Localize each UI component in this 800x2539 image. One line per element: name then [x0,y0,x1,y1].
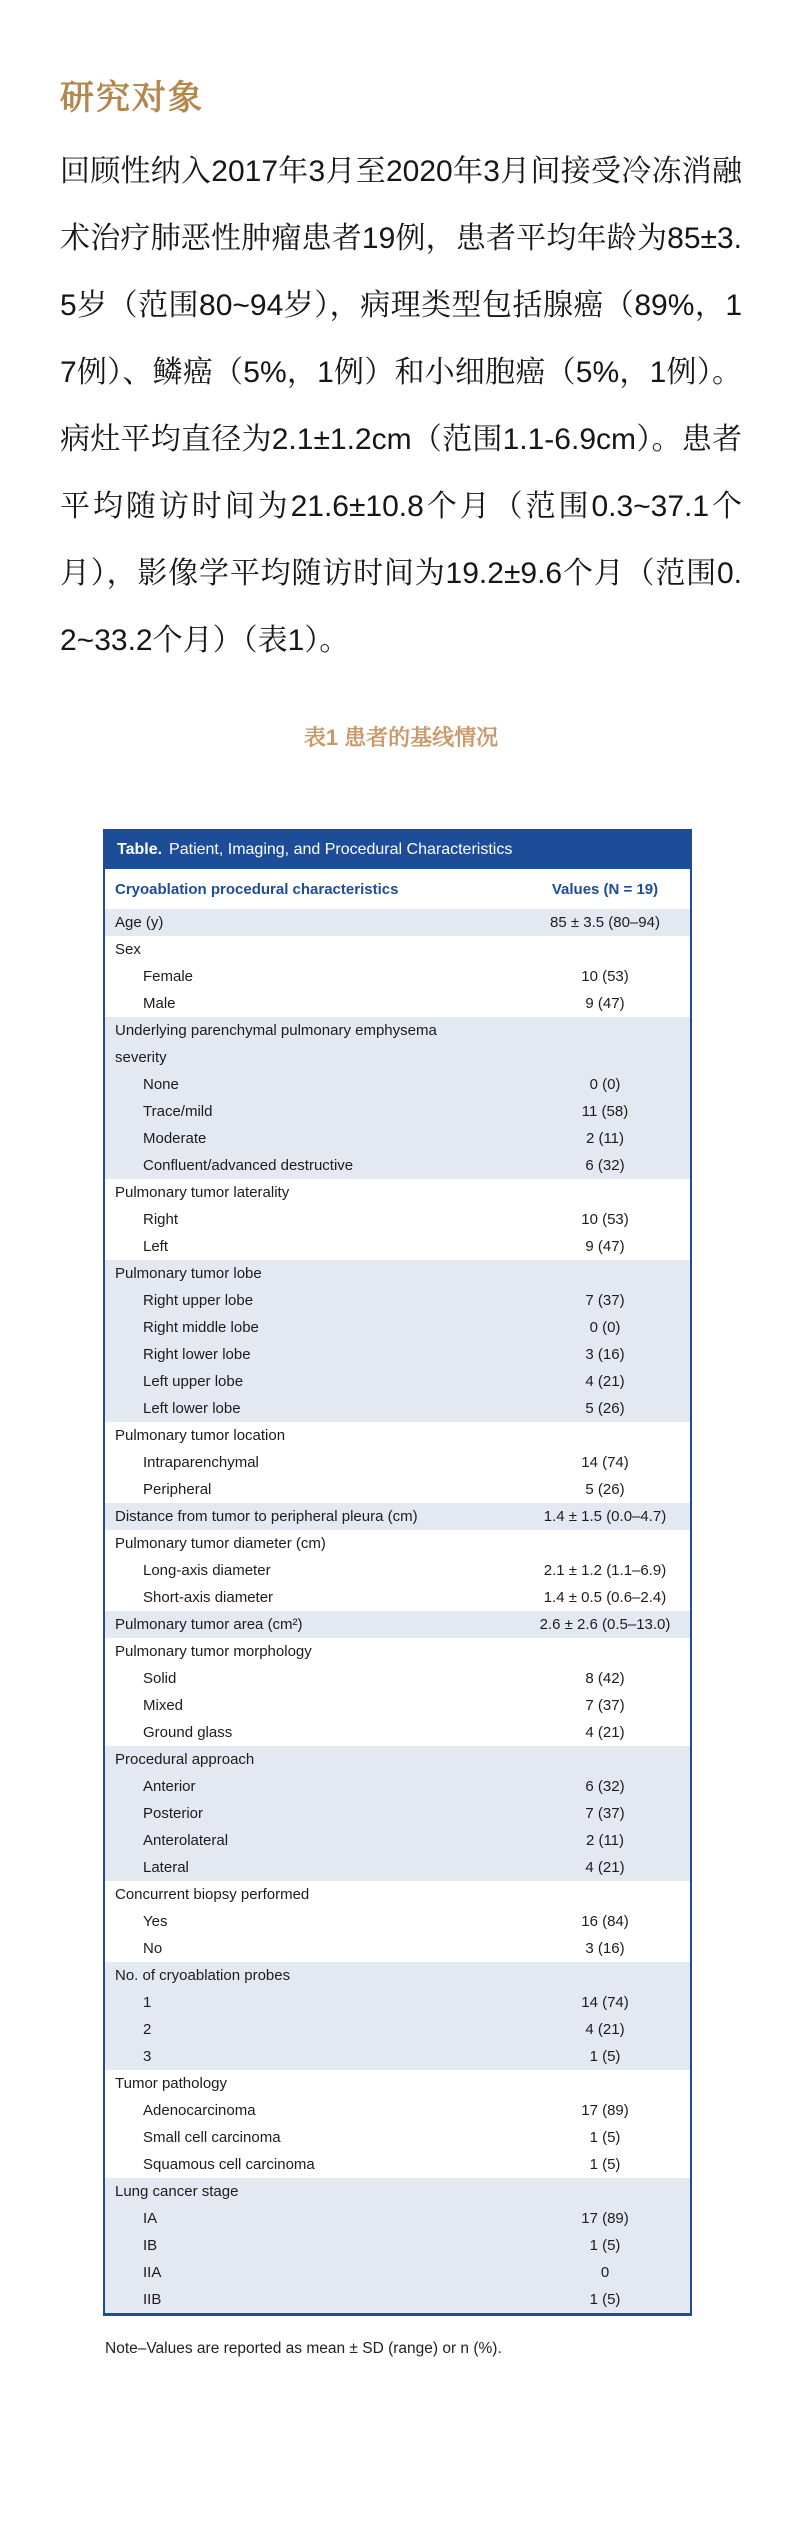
table-row [105,2097,690,2124]
table-row [105,1962,690,1989]
row-value: 6 (32) [585,1157,625,1174]
row-label: Confluent/advanced destructive [143,1157,354,1174]
row-label: Long-axis diameter [143,1562,271,1579]
table-row [105,2124,690,2151]
row-value: 0 (0) [589,1076,621,1093]
table-row-group [105,1638,690,1746]
row-label: Mixed [143,1697,184,1714]
row-value: 1.4 ± 0.5 (0.6–2.4) [543,1589,667,1606]
row-label: IIB [143,2291,162,2308]
row-value: 1.4 ± 1.5 (0.0–4.7) [543,1508,667,1525]
row-label: Anterior [143,1778,196,1795]
row-value: 0 (0) [589,1319,621,1336]
row-value: 4 (21) [585,1724,625,1741]
row-value: 11 (58) [581,1103,629,1120]
table-row [105,936,690,963]
table-row-group [105,1422,690,1503]
row-label: Concurrent biopsy performed [115,1886,310,1903]
table-row [105,1530,690,1557]
row-label: Procedural approach [115,1751,255,1768]
row-label: Female [143,968,194,985]
row-label: Age (y) [115,914,164,931]
table-row-group [105,936,690,1017]
row-label: Right [143,1211,179,1228]
table-row [105,1557,690,1584]
row-value: 5 (26) [585,1400,625,1417]
row-value: 2.6 ± 2.6 (0.5–13.0) [539,1616,671,1633]
row-value: 2.1 ± 1.2 (1.1–6.9) [543,1562,667,1579]
row-value: 0 [600,2264,610,2281]
row-label: 1 [143,1994,152,2011]
table-row [105,2205,690,2232]
table-row [105,1584,690,1611]
row-label: Right upper lobe [143,1292,254,1309]
table-row [105,2178,690,2205]
row-value: 10 (53) [581,968,629,985]
table-row [105,1098,690,1125]
table-row [105,2070,690,2097]
table-row [105,1395,690,1422]
table-title-text: Patient, Imaging, and Procedural Characteristics [169,841,513,858]
row-value: 85 ± 3.5 (80–94) [550,914,660,931]
table-row [105,1476,690,1503]
row-label: No [143,1940,163,1957]
row-value: 3 (16) [585,1346,625,1363]
table-row-group [105,909,690,936]
table-row [105,1665,690,1692]
row-label: Pulmonary tumor laterality [115,1184,290,1201]
row-label: Trace/mild [143,1103,213,1120]
table-row-group [105,2070,690,2178]
row-label: Moderate [143,1130,207,1147]
row-value: 4 (21) [585,2021,625,2038]
row-label: Lateral [143,1859,189,1876]
row-value: 2 (11) [585,1832,625,1849]
row-label: Pulmonary tumor morphology [115,1643,312,1660]
table-row [105,1692,690,1719]
row-value: 17 (89) [581,2210,629,2227]
row-label: Intraparenchymal [143,1454,259,1471]
row-value: 14 (74) [581,1994,629,2011]
row-label: Right middle lobe [143,1319,259,1336]
table-row [105,1773,690,1800]
table-row [105,2286,690,2313]
table-row-group [105,1530,690,1611]
table-row-group [105,1260,690,1422]
row-value: 16 (84) [581,1913,629,1930]
row-label: Sex [115,941,141,958]
row-label: Peripheral [143,1481,212,1498]
table-row [105,1935,690,1962]
table-row [105,1881,690,1908]
section-heading: 研究对象 [60,78,204,118]
row-value: 7 (37) [585,1697,625,1714]
column-header-characteristics: Cryoablation procedural characteristics [115,880,399,898]
row-label: Short-axis diameter [143,1589,274,1606]
table-row [105,1179,690,1206]
table-row [105,1125,690,1152]
table-row [105,1611,690,1638]
body-paragraph: 回顾性纳入2017年3月至2020年3月间接受冷冻消融术治疗肺恶性肿瘤患者19例，患者平均年龄为85±3.5岁（范围80~94岁），病理类型包括腺癌（89%，17例）、鳞癌（5%，1例）和小细胞癌（5%，1例）。病灶平均直径为2.1±1.2cm（范围1.1-6.9cm）。患者平均随访时间为21.6±10.8个月（范围0.3~37.1个月），影像学平均随访时间为19.2±9.6个月（范围0.2~33.2个月）（表1）。 [60,155,742,657]
table-row [105,1233,690,1260]
table-title-bar [105,831,690,869]
row-label: Solid [143,1670,177,1687]
table-row [105,963,690,990]
table-row-group [105,1881,690,1962]
row-value: 4 (21) [585,1373,625,1390]
row-value: 7 (37) [585,1805,625,1822]
row-value: 4 (21) [585,1859,625,1876]
table-row-group [105,1017,690,1179]
row-value: 1 (5) [589,2156,621,2173]
table-row-group [105,1962,690,2070]
table-row [105,1314,690,1341]
row-label: Pulmonary tumor location [115,1427,286,1444]
row-label: Squamous cell carcinoma [143,2156,315,2173]
row-value: 1 (5) [589,2237,621,2254]
row-label: IB [143,2237,158,2254]
row-value: 1 (5) [589,2048,621,2065]
row-label: Yes [143,1913,168,1930]
row-label: Left lower lobe [143,1400,241,1417]
row-label: Small cell carcinoma [143,2129,281,2146]
row-label: Male [143,995,176,1012]
table-row-group [105,1611,690,1638]
column-header-values: Values (N = 19) [551,880,659,898]
table-row [105,1368,690,1395]
row-label: Pulmonary tumor lobe [115,1265,262,1282]
row-label: IIA [143,2264,162,2281]
table-row [105,1422,690,1449]
table-row [105,1746,690,1773]
table-row [105,1260,690,1287]
row-label: No. of cryoablation probes [115,1967,291,1984]
row-value: 14 (74) [581,1454,629,1471]
row-label: Adenocarcinoma [143,2102,256,2119]
row-value: 9 (47) [585,1238,625,1255]
row-label: 3 [143,2048,152,2065]
table-row-group [105,2178,690,2313]
table-note: Note–Values are reported as mean ± SD (range) or n (%). [105,2340,502,2357]
row-value: 3 (16) [585,1940,625,1957]
row-label: Left [143,1238,169,1255]
table-row [105,1206,690,1233]
table-row [105,2232,690,2259]
table-row [105,1800,690,1827]
row-label: Underlying parenchymal pulmonary emphysema severity [115,1022,437,1066]
table-row [105,2151,690,2178]
row-value: 5 (26) [585,1481,625,1498]
row-value: 1 (5) [589,2291,621,2308]
row-label: Distance from tumor to peripheral pleura (cm) [115,1508,418,1525]
row-label: Pulmonary tumor area (cm²) [115,1616,303,1633]
table-row [105,2016,690,2043]
baseline-characteristics-table [103,829,692,2316]
row-value: 7 (37) [585,1292,625,1309]
table-row [105,1989,690,2016]
row-value: 1 (5) [589,2129,621,2146]
table-row [105,1152,690,1179]
table-row-group [105,1179,690,1260]
row-label: Left upper lobe [143,1373,244,1390]
row-value: 2 (11) [585,1130,625,1147]
row-label: Ground glass [143,1724,233,1741]
row-value: 10 (53) [581,1211,629,1228]
row-label: IA [143,2210,158,2227]
table-row [105,1449,690,1476]
table-row [105,1071,690,1098]
table-column-header-row [105,869,690,909]
table-title-label: Table. [117,841,163,858]
table-row [105,2043,690,2070]
row-label: None [143,1076,179,1093]
row-value: 9 (47) [585,995,625,1012]
table-row-group [105,1746,690,1881]
table-row [105,1341,690,1368]
row-label: Anterolateral [143,1832,229,1849]
table-row [105,1827,690,1854]
table-row [105,1854,690,1881]
table-row [105,1719,690,1746]
row-label: Pulmonary tumor diameter (cm) [115,1535,326,1552]
table-row [105,1638,690,1665]
table-row [105,909,690,936]
row-label: Right lower lobe [143,1346,251,1363]
table-row [105,1287,690,1314]
row-label: Lung cancer stage [115,2183,239,2200]
table-caption: 表1 患者的基线情况 [303,725,499,750]
table-row [105,1017,690,1071]
table-row [105,990,690,1017]
row-label: Tumor pathology [115,2075,228,2092]
row-label: Posterior [143,1805,204,1822]
row-value: 8 (42) [585,1670,625,1687]
table-row [105,2259,690,2286]
table-body [105,909,690,2313]
row-value: 17 (89) [581,2102,629,2119]
table-row-group [105,1503,690,1530]
row-value: 6 (32) [585,1778,625,1795]
table-row [105,1908,690,1935]
row-label: 2 [143,2021,152,2038]
table-row [105,1503,690,1530]
